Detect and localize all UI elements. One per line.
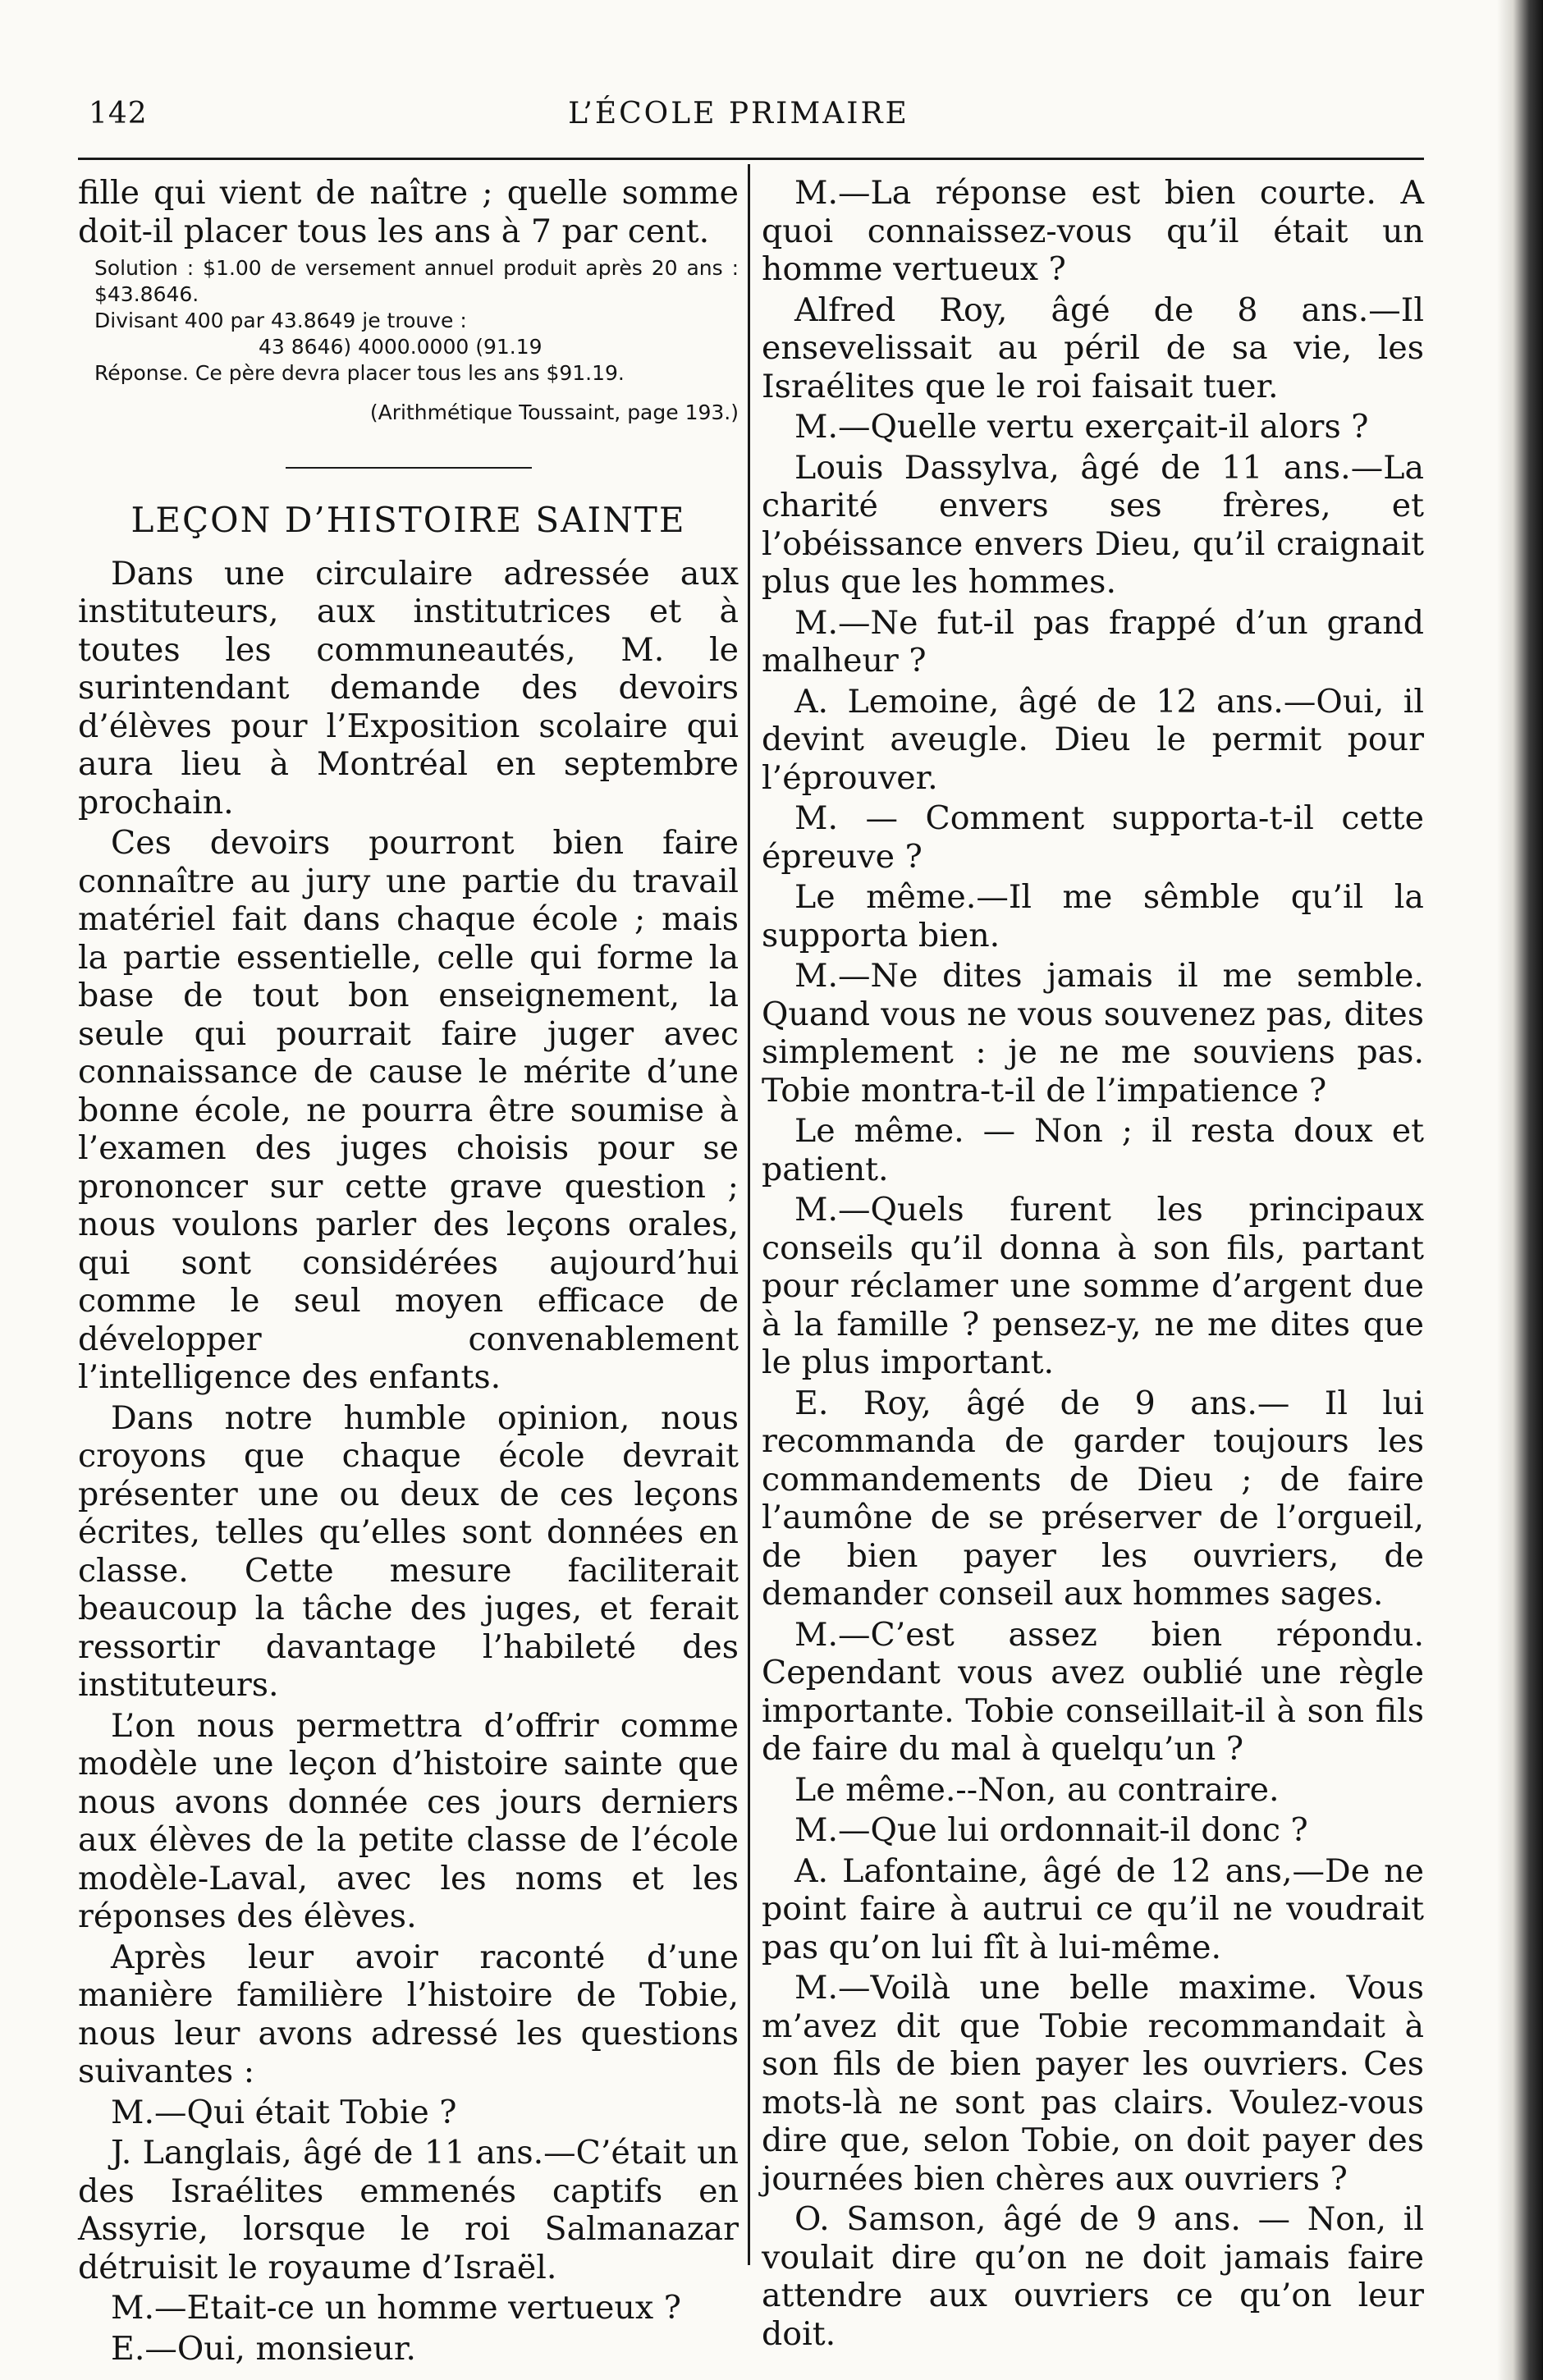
dialogue-line: Le même.--Non, au contraire. [794,1770,1280,1809]
dialogue-line: M.—Voilà une belle maxime. Vous m’avez dit que Tobie recommandait à son fils de bien payer les ouvriers. Ces mots-là ne sont pas clairs. Voulez-vous dire que, selon Tobie, on doit payer des journées bien chères aux ouvriers ? [762,1969,1424,2198]
dialogue-line: A. Lafontaine, âgé de 12 ans,—De ne point faire à autrui ce qu’il ne voudrait pas qu’on lui fît à lui-même. [762,1851,1424,1966]
dialogue-line: E. Roy, âgé de 9 ans.— Il lui recommanda de garder toujours les commandements de Dieu ; de faire l’aumône de se préserver de l’orgueil, de bien payer les ouvriers, de demander conseil aux hommes sages. [762,1384,1424,1613]
solution-line: Réponse. Ce père devra placer tous les ans $91.19. [94,361,625,385]
page-binding-edge [1497,0,1543,2380]
paragraph: Ces devoirs pourront bien faire connaître au jury une partie du travail matériel fait dans chaque école ; mais la partie essentielle, celle qui forme la base de tout bon enseignement, la seule qui pourrait faire juger avec connaissance de cause le mérite d’une bonne école, ne pourra être soumise à l’examen des juges choisis pour se prononcer sur cette grave question ; nous voulons parler des leçons orales, qui sont considérées aujourd’hui comme le seul moyen efficace de développer convenablement l’intelligence des enfants. [78,824,739,1396]
paragraph: Dans une circulaire adressée aux instituteurs, aux institutrices et à toutes les communeautés, M. le surintendant demande des devoirs d’élèves pour l’Exposition scolaire qui aura lieu à Montréal en septembre prochain. [78,554,739,822]
dialogue-line: M. — Comment supporta-t-il cette épreuve ? [762,799,1424,876]
dialogue-line: M.—C’est assez bien répondu. Cependant vous avez oublié une règle importante. Tobie conseillait-il à son fils de faire du mal à quelqu’un ? [762,1615,1424,1768]
page-number: 142 [89,97,148,130]
dialogue-line: M.—Etait-ce un homme vertueux ? [111,2289,681,2327]
solution-line: Divisant 400 par 43.8649 je trouve : [94,309,467,332]
column-divider [748,164,750,2265]
paragraph: Dans notre humble opinion, nous croyons que chaque école devrait présenter une ou deux de ces leçons écrites, telles qu’elles sont données en classe. Cette mesure faciliterait beaucoup la tâche des juges, et ferait ressortir davantage l’habileté des instituteurs. [78,1398,739,1704]
dialogue-line: M.—La réponse est bien courte. A quoi connaissez-vous qu’il était un homme vertueux ? [762,174,1424,288]
dialogue-line: J. Langlais, âgé de 11 ans.—C’était un des Israélites emmenés captifs en Assyrie, lorsque le roi Salmanazar détruisit le royaume d’Israël. [78,2134,739,2286]
dialogue-line: M.—Ne dites jamais il me semble. Quand vous ne vous souvenez pas, dites simplement : je ne me souviens pas. Tobie montra-t-il de l’impatience ? [762,957,1424,1110]
dialogue-line: Le même. — Non ; il resta doux et patient. [762,1112,1424,1188]
section-heading: LEÇON D’HISTOIRE SAINTE [130,500,686,540]
dialogue-line: Louis Dassylva, âgé de 11 ans.—La charité envers ses frères, et l’obéissance envers Dieu, qu’il craignait plus que les hommes. [762,448,1424,601]
section-rule [286,467,532,469]
dialogue-line: M.—Qui était Tobie ? [111,2093,457,2131]
dialogue-line: E.—Oui, monsieur. [111,2329,416,2368]
citation: (Arithmétique Toussaint, page 193.) [369,400,739,424]
solution-line: 43 8646) 4000.0000 (91.19 [259,335,543,359]
dialogue-line: M.—Que lui ordonnait-il donc ? [794,1811,1308,1849]
solution-block [78,255,739,426]
header-rule [78,158,1424,160]
solution-line: Solution : $1.00 de versement annuel produit après 20 ans : $43.8646. [94,256,739,306]
dialogue-line: Le même.—Il me sêmble qu’il la supporta bien. [762,878,1424,954]
dialogue-line: M.—Quels furent les principaux conseils qu’il donna à son fils, partant pour réclamer une somme d’argent due à la famille ? pensez-y, ne me dites que le plus important. [762,1191,1424,1381]
dialogue-line: A. Lemoine, âgé de 12 ans.—Oui, il devint aveugle. Dieu le permit pour l’éprouver. [762,682,1424,797]
left-column [78,174,739,2370]
problem-text: fille qui vient de naître ; quelle somme doit-il placer tous les ans à 7 par cent. [78,174,739,250]
dialogue-line: Alfred Roy, âgé de 8 ans.—Il ensevelissait au péril de sa vie, les Israélites que le roi faisait tuer. [762,291,1424,405]
paragraph: Après leur avoir raconté d’une manière familière l’histoire de Tobie, nous leur avons adressé les questions suivantes : [78,1938,739,2090]
dialogue-line: M.—Ne fut-il pas frappé d’un grand malheur ? [762,603,1424,680]
paragraph: L’on nous permettra d’offrir comme modèle une leçon d’histoire sainte que nous avons donnée ces jours derniers aux élèves de la petite classe de l’école modèle-Laval, avec les noms et les réponses des élèves. [78,1706,739,1935]
right-column [762,174,1424,2355]
dialogue-line: O. Samson, âgé de 9 ans. — Non, il voulait dire qu’on ne doit jamais faire attendre aux ouvriers ce qu’on leur doit. [762,2200,1424,2353]
dialogue-line: M.—Quelle vertu exerçait-il alors ? [794,408,1369,446]
running-title: L’ÉCOLE PRIMAIRE [568,97,909,130]
